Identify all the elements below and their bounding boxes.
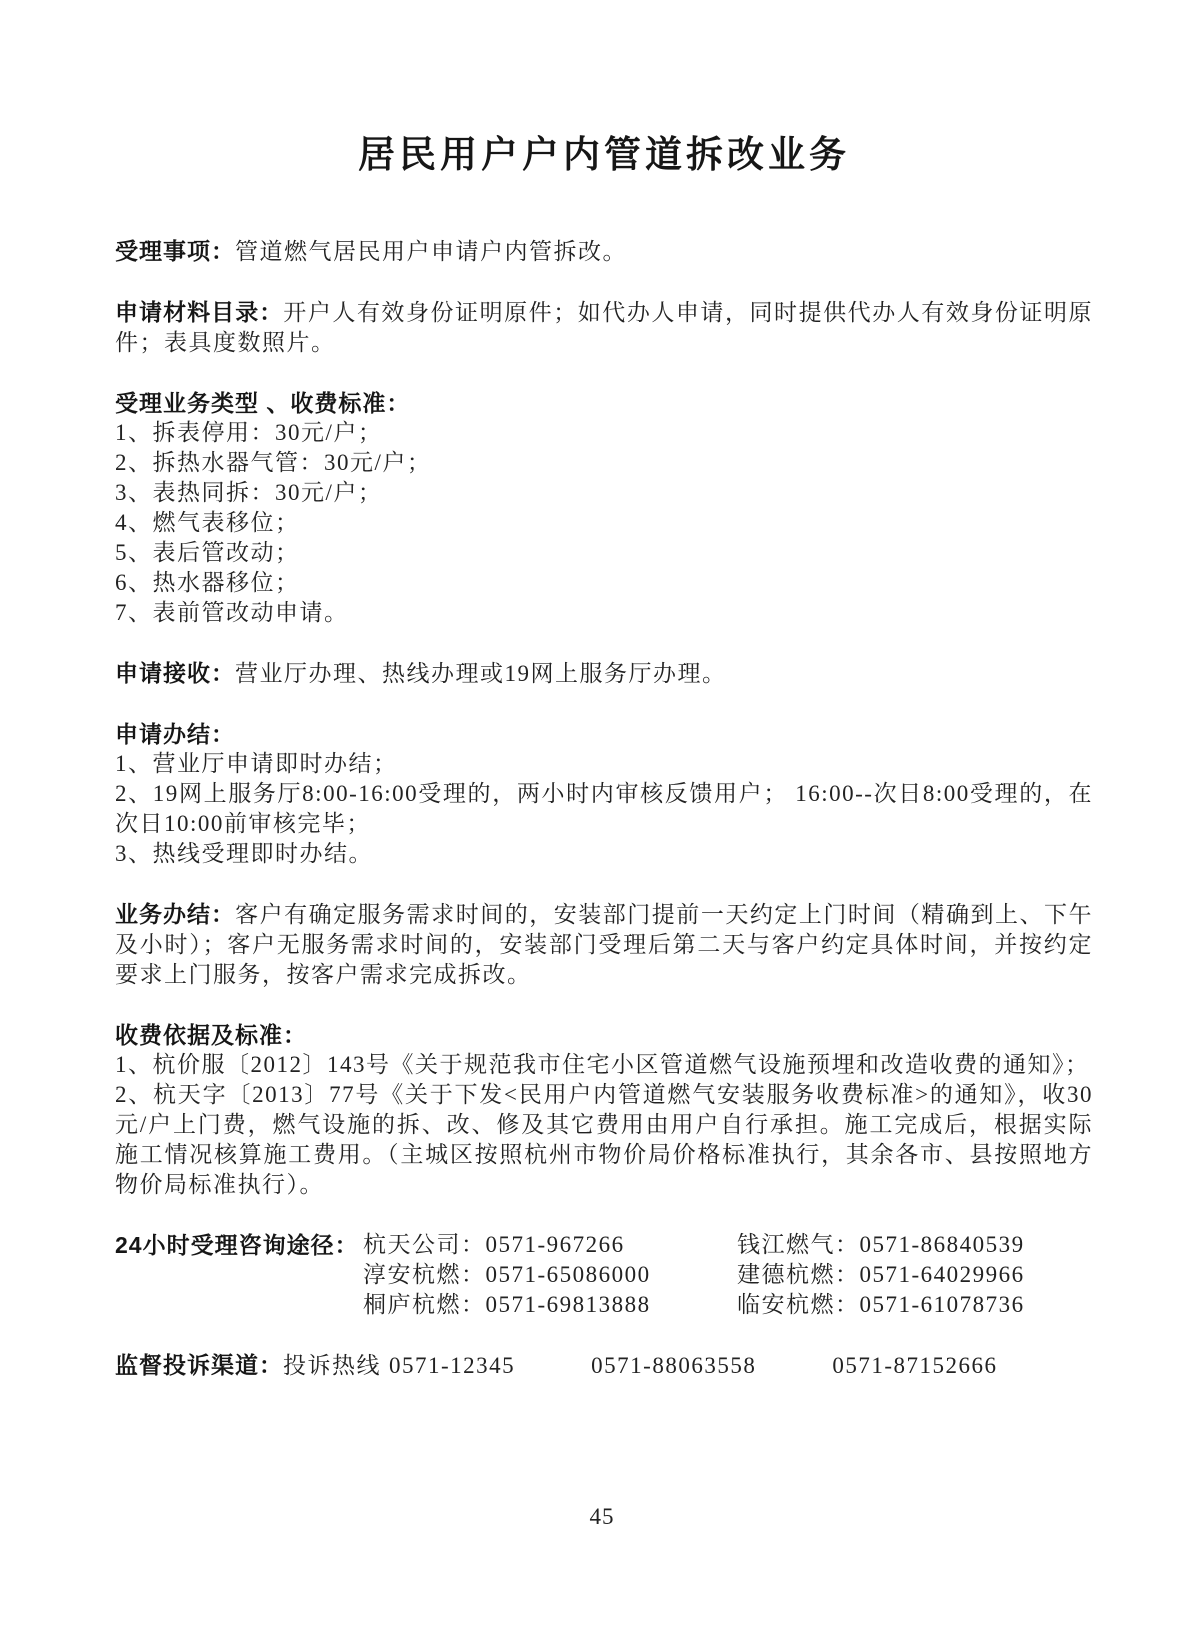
section-hotline bbox=[115, 1230, 1093, 1320]
phone-number: 0571-69813888 bbox=[485, 1292, 651, 1317]
list-item: 1、营业厅申请即时办结； bbox=[115, 751, 398, 776]
section-application-complete bbox=[115, 719, 1093, 869]
company-name: 桐庐杭燃： bbox=[363, 1292, 486, 1317]
section-label: 收费依据及标准： bbox=[115, 1022, 307, 1048]
section-text: 开户人有效身份证明原件；如代办人申请，同时提供代办人有效身份证明原件；表具度数照片。 bbox=[115, 300, 1094, 355]
phone-number: 0571-64029966 bbox=[859, 1262, 1025, 1287]
list-item: 2、杭天字〔2013〕77号《关于下发<民用户内管道燃气安装服务收费标准>的通知》，收30元/户上门费，燃气设施的拆、改、修及其它费用由用户自行承担。施工完成后，根据实际施工情况核算施工费用。（主城区按照杭州市物价局价格标准执行，其余各市、县按照地方物价局标准执行）。 bbox=[115, 1082, 1093, 1197]
hotline-table bbox=[363, 1230, 1093, 1320]
list-item: 4、燃气表移位； bbox=[115, 510, 300, 535]
phone-number: 0571-86840539 bbox=[859, 1232, 1025, 1257]
phone-number: 0571-967266 bbox=[485, 1232, 625, 1257]
phone-number: 0571-87152666 bbox=[832, 1353, 998, 1378]
phone-number: 0571-65086000 bbox=[485, 1262, 651, 1287]
list-item: 2、19网上服务厅8:00-16:00受理的，两小时内审核反馈用户； 16:00--次日8:00受理的，在次日10:00前审核完毕； bbox=[115, 781, 1093, 836]
list-item: 6、热水器移位； bbox=[115, 570, 300, 595]
hotline-entry bbox=[737, 1290, 1093, 1320]
list-item: 1、拆表停用：30元/户； bbox=[115, 420, 383, 445]
hotline-entry bbox=[363, 1230, 737, 1260]
section-service-complete bbox=[115, 899, 1093, 990]
hotline-entry bbox=[737, 1260, 1093, 1290]
company-name: 钱江燃气： bbox=[737, 1232, 860, 1257]
section-label: 业务办结： bbox=[115, 901, 236, 927]
section-business-types bbox=[115, 388, 1093, 628]
phone-number: 0571-88063558 bbox=[591, 1353, 757, 1378]
phone-number: 0571-12345 bbox=[389, 1353, 516, 1378]
section-complaint bbox=[115, 1350, 1093, 1381]
hotline-entry bbox=[737, 1230, 1093, 1260]
table-row bbox=[363, 1260, 1093, 1290]
section-fee-basis bbox=[115, 1020, 1093, 1200]
section-text: 客户有确定服务需求时间的，安装部门提前一天约定上门时间（精确到上、下午及小时）；客户无服务需求时间的，安装部门受理后第二天与客户约定具体时间，并按约定要求上门服务，按客户需求完成拆改。 bbox=[115, 902, 1094, 987]
section-label: 申请办结： bbox=[115, 721, 235, 747]
list-item: 2、拆热水器气管：30元/户； bbox=[115, 450, 432, 475]
company-name: 杭天公司： bbox=[363, 1232, 486, 1257]
list-item: 5、表后管改动； bbox=[115, 540, 300, 565]
list-item: 7、表前管改动申请。 bbox=[115, 600, 349, 625]
list-item: 3、表热同拆：30元/户； bbox=[115, 480, 383, 505]
section-materials bbox=[115, 297, 1093, 358]
phone-number: 0571-61078736 bbox=[859, 1292, 1025, 1317]
company-name: 临安杭燃： bbox=[737, 1292, 860, 1317]
hotline-entry bbox=[363, 1260, 737, 1290]
hotline-entry bbox=[363, 1290, 737, 1320]
section-text: 管道燃气居民用户申请户内管拆改。 bbox=[235, 239, 627, 264]
company-name: 建德杭燃： bbox=[737, 1262, 860, 1287]
section-label: 受理业务类型 、收费标准： bbox=[115, 390, 411, 416]
section-label: 监督投诉渠道： bbox=[115, 1352, 283, 1378]
section-text: 营业厅办理、热线办理或19网上服务厅办理。 bbox=[235, 661, 727, 686]
section-label: 申请接收： bbox=[115, 660, 235, 686]
section-label: 受理事项： bbox=[115, 238, 235, 264]
section-label: 申请材料目录： bbox=[115, 299, 284, 325]
list-item: 1、杭价服〔2012〕143号《关于规范我市住宅小区管道燃气设施预埋和改造收费的通知》； bbox=[115, 1052, 1090, 1077]
table-row bbox=[363, 1290, 1093, 1320]
section-label: 24小时受理咨询途径： bbox=[115, 1232, 359, 1258]
company-name: 淳安杭燃： bbox=[363, 1262, 486, 1287]
list-item: 3、热线受理即时办结。 bbox=[115, 841, 373, 866]
complaint-hotline-text: 投诉热线 bbox=[283, 1353, 381, 1378]
section-accept-matter bbox=[115, 236, 1093, 267]
section-application-receive bbox=[115, 658, 1093, 689]
page-title: 居民用户户内管道拆改业务 bbox=[358, 134, 850, 175]
page-number: 45 bbox=[589, 1504, 615, 1529]
table-row bbox=[363, 1230, 1093, 1260]
